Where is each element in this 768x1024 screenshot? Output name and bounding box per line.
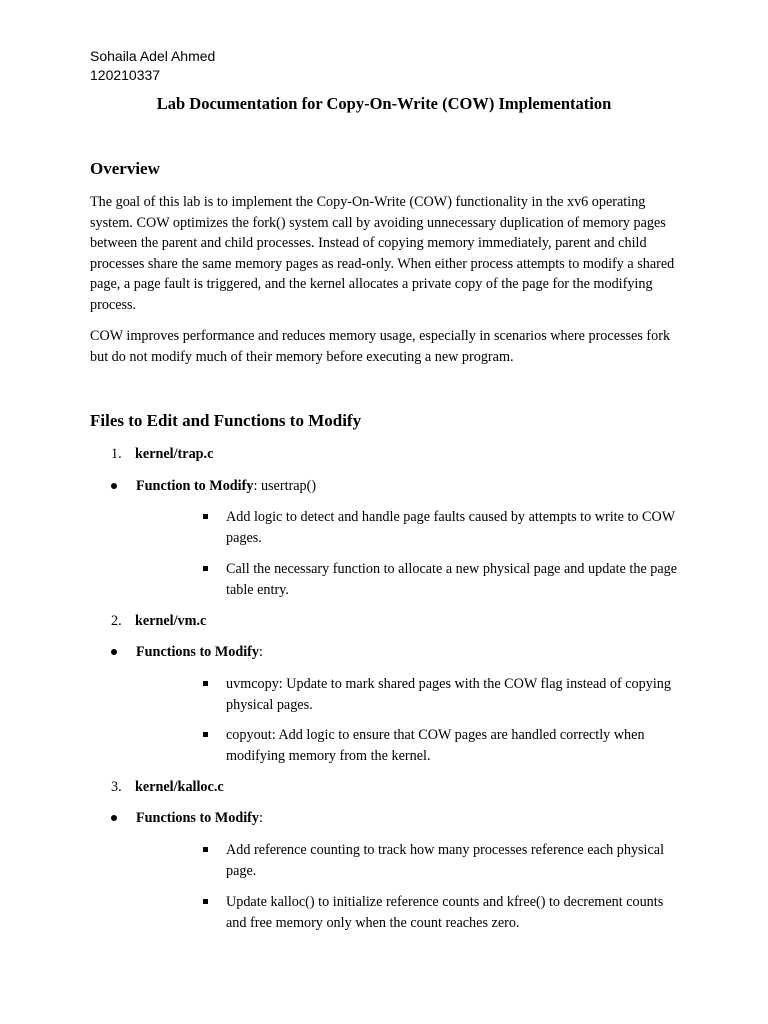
square-bullet-icon — [203, 732, 208, 737]
function-bullet-3 — [111, 808, 263, 828]
files-heading: Files to Edit and Functions to Modify — [90, 411, 362, 430]
function-value: : — [258, 644, 263, 660]
square-bullet-icon — [203, 847, 208, 852]
square-bullet-icon — [203, 514, 208, 519]
author-name: Sohaila Adel Ahmed — [90, 48, 216, 64]
file-item-1 — [111, 444, 213, 464]
function-value: : usertrap() — [253, 478, 317, 494]
function-label: Function to Modify — [136, 478, 254, 494]
document-title: Lab Documentation for Copy-On-Write (COW) Implementation — [156, 94, 612, 113]
file-item-3 — [111, 777, 224, 797]
square-bullet-icon — [203, 681, 208, 686]
file-item-number: 3. — [111, 779, 122, 795]
overview-heading: Overview — [90, 159, 160, 178]
sub-item — [203, 892, 678, 933]
function-label: Functions to Modify — [136, 644, 259, 660]
sub-item-text: Call the necessary function to allocate a new physical page and update the page table entry. — [226, 561, 678, 598]
overview-paragraph-2: COW improves performance and reduces memory usage, especially in scenarios where processes fork but do not modify much of their memory before executing a new program. — [90, 328, 671, 365]
function-value: : — [258, 810, 263, 826]
author-id: 120210337 — [90, 67, 161, 83]
author-block — [90, 47, 215, 85]
sub-item — [203, 507, 678, 548]
bullet-dot-icon — [111, 649, 117, 655]
sub-item-text: Add logic to detect and handle page faults caused by attempts to write to COW pages. — [226, 509, 675, 546]
bullet-dot-icon — [111, 483, 117, 489]
file-item-name: kernel/kalloc.c — [135, 779, 224, 795]
sub-item-text: uvmcopy: Update to mark shared pages with the COW flag instead of copying physical pages. — [226, 676, 671, 713]
function-bullet-1 — [111, 476, 317, 496]
file-item-2 — [111, 611, 206, 631]
sub-item — [203, 674, 678, 715]
sub-item-text: Update kalloc() to initialize reference counts and kfree() to decrement counts and free memory only when the count reaches zero. — [226, 894, 664, 931]
sub-item — [203, 840, 678, 881]
sub-item-text: Add reference counting to track how many processes reference each physical page. — [226, 842, 665, 879]
square-bullet-icon — [203, 566, 208, 571]
file-item-name: kernel/trap.c — [135, 446, 214, 462]
sub-item — [203, 559, 678, 600]
file-item-name: kernel/vm.c — [135, 613, 207, 629]
function-bullet-2 — [111, 642, 263, 662]
overview-paragraph-1: The goal of this lab is to implement the Copy-On-Write (COW) functionality in the xv6 operating system. COW optimizes the fork() system call by avoiding unnecessary duplication of memory pages between the parent and child processes. Instead of copying memory immediately, parent and child processes share the same memory pages as read-only. When either process attempts to modify a shared page, a page fault is triggered, and the kernel allocates a private copy of the page for the modifying process. — [90, 194, 675, 313]
file-item-number: 1. — [111, 446, 122, 462]
sub-item-text: copyout: Add logic to ensure that COW pages are handled correctly when modifying memory from the kernel. — [226, 727, 645, 764]
bullet-dot-icon — [111, 815, 117, 821]
square-bullet-icon — [203, 899, 208, 904]
sub-item — [203, 725, 678, 766]
file-item-number: 2. — [111, 613, 122, 629]
function-label: Functions to Modify — [136, 810, 259, 826]
